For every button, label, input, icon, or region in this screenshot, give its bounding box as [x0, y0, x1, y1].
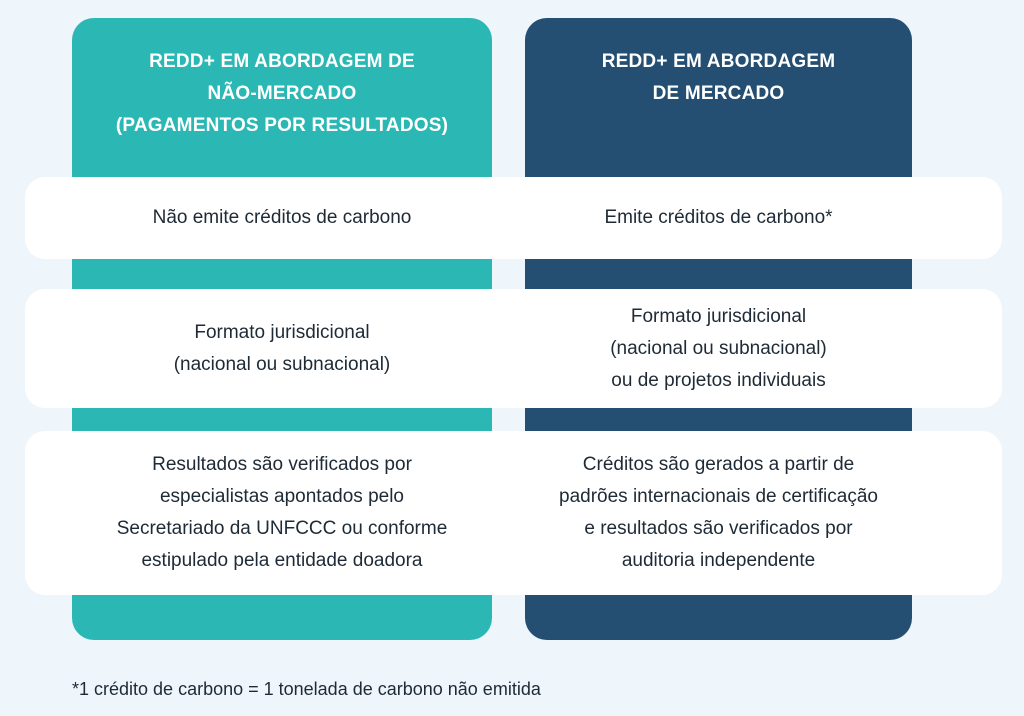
market-carbon-credits-cell: Emite créditos de carbono*	[604, 207, 833, 228]
comparison-row-format	[25, 289, 1002, 408]
non-market-verification-cell: Resultados são verificados por especialistas apontados pelo Secretariado da UNFCCC ou conforme estipulado pela entidade doadora	[116, 454, 448, 571]
market-format-cell: Formato jurisdicional (nacional ou subnacional) ou de projetos individuais	[610, 305, 827, 391]
non-market-format-cell: Formato jurisdicional (nacional ou subnacional)	[173, 321, 391, 375]
market-verification-cell: Créditos são gerados a partir de padrões internacionais de certificação e resultados são verificados por auditoria independente	[559, 454, 878, 571]
comparison-row-verification	[25, 431, 1002, 595]
non-market-carbon-credits-cell: Não emite créditos de carbono	[152, 207, 412, 228]
comparison-row-carbon-credits	[25, 177, 1002, 259]
market-column-title: REDD+ EM ABORDAGEM DE MERCADO	[601, 51, 836, 104]
footnote: *1 crédito de carbono = 1 tonelada de carbono não emitida	[72, 679, 541, 699]
non-market-column-title: REDD+ EM ABORDAGEM DE NÃO-MERCADO (PAGAMENTOS POR RESULTADOS)	[115, 51, 449, 136]
